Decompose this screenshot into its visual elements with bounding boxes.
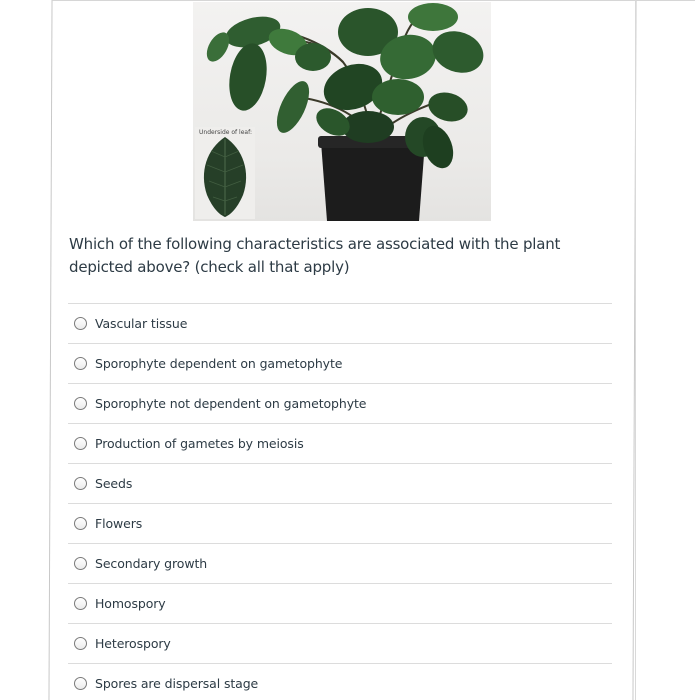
option-label: Sporophyte not dependent on gametophyte	[95, 396, 367, 411]
option-label: Sporophyte dependent on gametophyte	[95, 356, 343, 371]
option-label: Vascular tissue	[95, 316, 188, 331]
option-sporophyte-dependent[interactable]	[68, 343, 612, 383]
inset-label: Underside of leaf:	[199, 129, 253, 136]
checkbox[interactable]	[74, 677, 87, 690]
checkbox[interactable]	[74, 597, 87, 610]
checkbox[interactable]	[74, 437, 87, 450]
option-label: Heterospory	[95, 636, 171, 651]
option-gametes-by-meiosis[interactable]	[68, 423, 612, 463]
checkbox[interactable]	[74, 517, 87, 530]
checkbox[interactable]	[74, 557, 87, 570]
right-panel	[635, 0, 695, 700]
checkbox[interactable]	[74, 477, 87, 490]
option-spores-dispersal-stage[interactable]	[68, 663, 612, 700]
option-secondary-growth[interactable]	[68, 543, 612, 583]
option-label: Homospory	[95, 596, 166, 611]
option-heterospory[interactable]	[68, 623, 612, 663]
option-homospory[interactable]	[68, 583, 612, 623]
option-sporophyte-not-dependent[interactable]	[68, 383, 612, 423]
option-label: Secondary growth	[95, 556, 208, 571]
option-flowers[interactable]	[68, 503, 612, 543]
plant-photo	[193, 2, 491, 221]
checkbox[interactable]	[74, 397, 87, 410]
question-text: Which of the following characteristics are associated with the plant depicted above? (check all that apply)	[69, 235, 561, 276]
option-label: Seeds	[95, 476, 133, 491]
answer-options	[68, 303, 612, 700]
option-vascular-tissue[interactable]	[68, 303, 612, 343]
option-seeds[interactable]	[68, 463, 612, 503]
checkbox[interactable]	[74, 317, 87, 330]
leaf-underside-inset	[195, 127, 255, 219]
checkbox[interactable]	[74, 637, 87, 650]
option-label: Flowers	[95, 516, 143, 531]
option-label: Production of gametes by meiosis	[95, 436, 304, 451]
option-label: Spores are dispersal stage	[95, 676, 259, 691]
checkbox[interactable]	[74, 357, 87, 370]
leaf-underside-image	[195, 127, 255, 219]
